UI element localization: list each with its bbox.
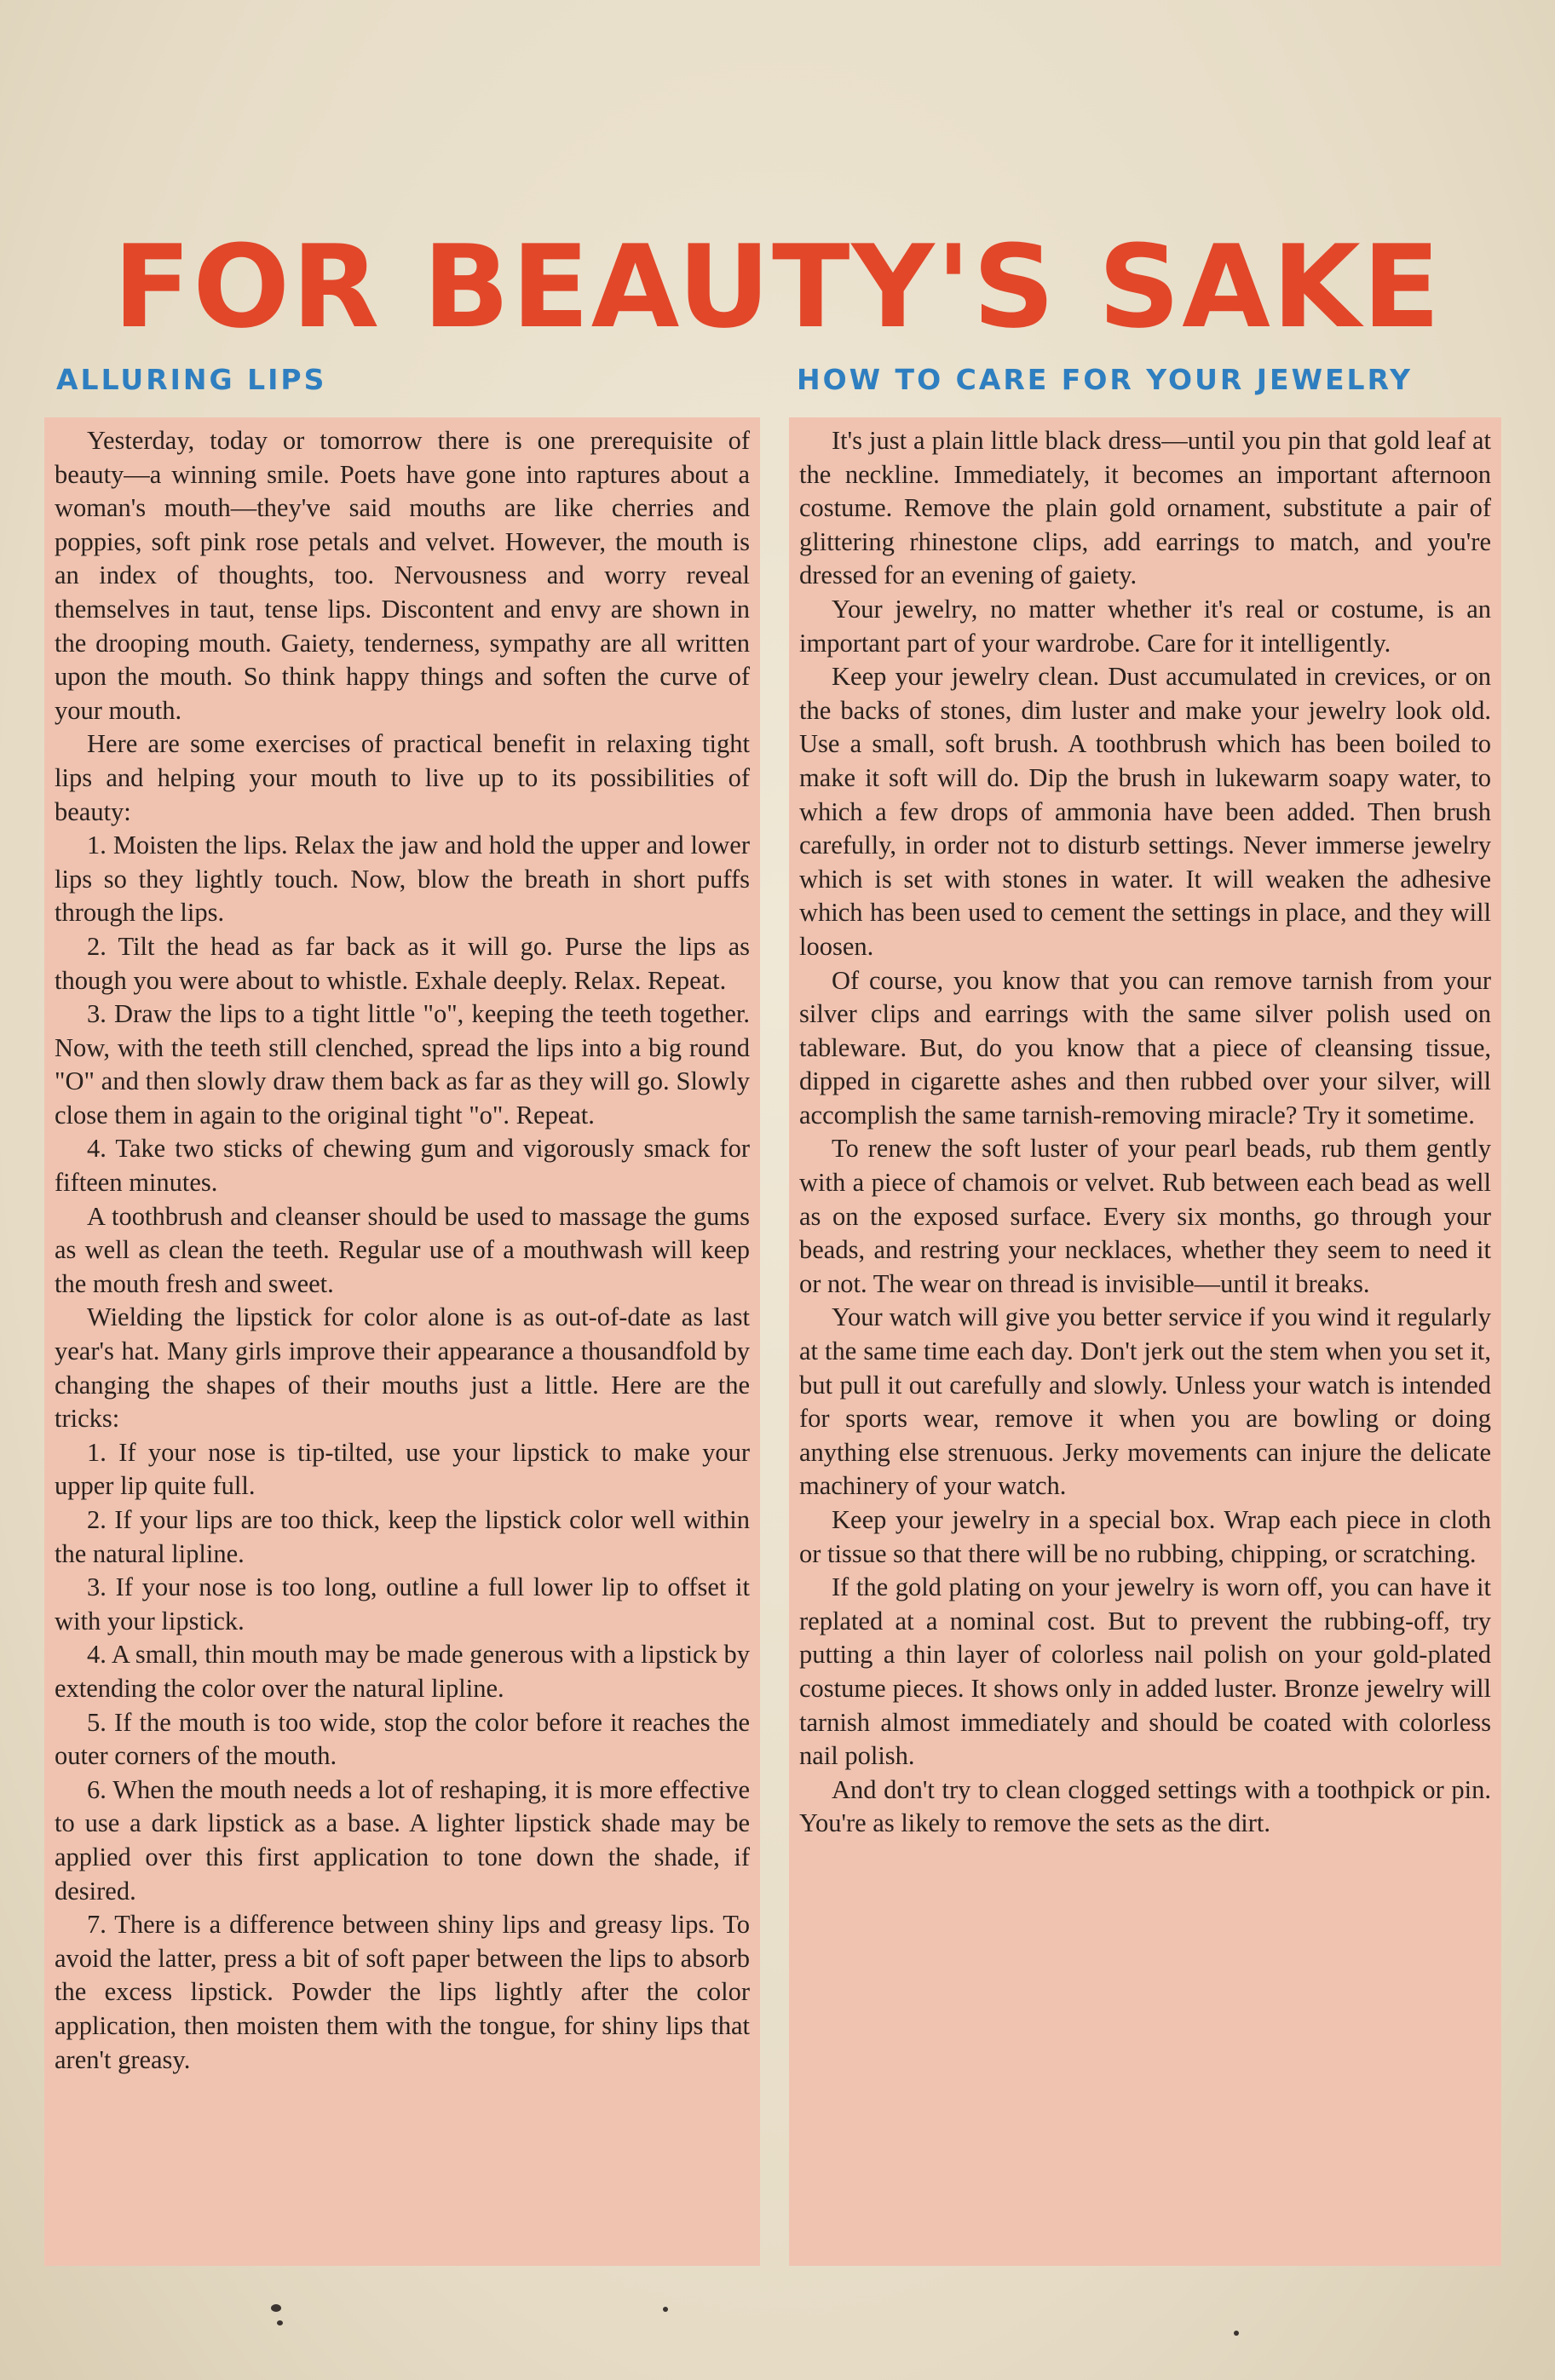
paragraph: 1. If your nose is tip-tilted, use your lipstick to make your upper lip quite full. xyxy=(55,1437,750,1501)
paragraph: Keep your jewelry clean. Dust accumulated in crevices, or on the backs of stones, dim luster and make your jewelry look old. Use a small, soft brush. A toothbrush which has been boiled to make it soft will do. Dip the brush in lukewarm soapy water, to which a few drops of ammonia have been added. Then brush carefully, in order not to disturb settings. Never immerse jewelry which is set with stones in water. It will weaken the adhesive which has been used to cement the settings in place, and they will loosen. xyxy=(799,662,1491,961)
paragraph: To renew the soft luster of your pearl beads, rub them gently with a piece of chamois or velvet. Rub between each bead as well as on the exposed surface. Every six months, go through your beads, and restring your necklaces, whether they seem to need it or not. The wear on thread is invisible—until it breaks. xyxy=(799,1134,1491,1298)
paragraph: Keep your jewelry in a special box. Wrap each piece in cloth or tissue so that there will be no rubbing, chipping, or scratching. xyxy=(799,1505,1491,1568)
paragraph: 4. A small, thin mouth may be made generous with a lipstick by extending the color over the natural lipline. xyxy=(55,1640,750,1703)
paragraph: If the gold plating on your jewelry is worn off, you can have it replated at a nominal cost. But to prevent the rubbing-off, try putting a thin layer of colorless nail polish on your gold-plated costume pieces. It shows only in added luster. Bronze jewelry will tarnish almost immediately and should be coated with colorless nail polish. xyxy=(799,1572,1491,1771)
paragraph: 3. Draw the lips to a tight little "o", keeping the teeth together. Now, with the teeth still clenched, spread the lips into a big round "O" and then slowly draw them back as far as they will go. Slowly close them in again to the original tight "o". Repeat. xyxy=(55,999,750,1130)
paragraph: Wielding the lipstick for color alone is as out-of-date as last year's hat. Many girls improve their appearance a thousandfold by changing the shapes of their mouths just a little. Here are the tricks: xyxy=(55,1302,750,1434)
paragraph: Here are some exercises of practical benefit in relaxing tight lips and helping your mouth to live up to its possibilities of beauty: xyxy=(55,729,750,826)
ink-speck xyxy=(271,2304,281,2312)
paragraph: Your watch will give you better service if you wind it regularly at the same time each day. Don't jerk out the stem when you set it, but pull it out carefully and slowly. Unless your watch is intended for sports wear, remove it when you are bowling or doing anything else strenuous. Jerky movements can injure the delicate machinery of your watch. xyxy=(799,1302,1491,1501)
ink-speck xyxy=(1234,2331,1239,2336)
page-title: FOR BEAUTY'S SAKE xyxy=(112,220,1443,354)
paragraph: 7. There is a difference between shiny lips and greasy lips. To avoid the latter, press a bit of soft paper between the lips to absorb the excess lipstick. Powder the lips lightly after the color application, then moisten them with the tongue, for shiny lips that aren't greasy. xyxy=(55,1910,750,2074)
paragraph: It's just a plain little black dress—until you pin that gold leaf at the neckline. Immediately, it becomes an important afternoon costume. Remove the plain gold ornament, substitute a pair of glittering rhinestone clips, add earrings to match, and you're dressed for an evening of gaiety. xyxy=(799,426,1491,590)
ink-speck xyxy=(277,2320,283,2325)
paragraph: 2. If your lips are too thick, keep the lipstick color well within the natural lipline. xyxy=(55,1505,750,1568)
ink-speck xyxy=(663,2307,668,2312)
paragraph: 1. Moisten the lips. Relax the jaw and hold the upper and lower lips so they lightly touch. Now, blow the breath in short puffs through the lips. xyxy=(55,831,750,928)
jewelry-care-heading: HOW TO CARE FOR YOUR JEWELRY xyxy=(797,363,1414,396)
paragraph: And don't try to clean clogged settings with a toothpick or pin. You're as likely to remove the sets as the dirt. xyxy=(799,1774,1491,1838)
paragraph: 4. Take two sticks of chewing gum and vigorously smack for fifteen minutes. xyxy=(55,1134,750,1198)
alluring-lips-heading: ALLURING LIPS xyxy=(56,363,327,396)
paragraph: Your jewelry, no matter whether it's real or costume, is an important part of your wardrobe. Care for it intelligently. xyxy=(799,594,1491,658)
paragraph: A toothbrush and cleanser should be used to massage the gums as well as clean the teeth. Regular use of a mouthwash will keep the mouth fresh and sweet. xyxy=(55,1201,750,1298)
paragraph: 2. Tilt the head as far back as it will go. Purse the lips as though you were about to whistle. Exhale deeply. Relax. Repeat. xyxy=(55,931,750,995)
print-specks xyxy=(0,2300,1555,2380)
paragraph: Yesterday, today or tomorrow there is one prerequisite of beauty—a winning smile. Poets have gone into raptures about a woman's mouth—they've said mouths are like cherries and poppies, soft pink rose petals and velvet. However, the mouth is an index of thoughts, too. Nervousness and worry reveal themselves in taut, tense lips. Discontent and envy are shown in the drooping mouth. Gaiety, tenderness, sympathy are all written upon the mouth. So think happy things and soften the curve of your mouth. xyxy=(55,426,750,725)
paragraph: 5. If the mouth is too wide, stop the color before it reaches the outer corners of the mouth. xyxy=(55,1707,750,1771)
alluring-lips-column xyxy=(44,417,760,2266)
paragraph: Of course, you know that you can remove tarnish from your silver clips and earrings with the same silver polish used on tableware. But, do you know that a piece of cleansing tissue, dipped in cigarette ashes and then rubbed over your silver, will accomplish the same tarnish-removing miracle? Try it sometime. xyxy=(799,965,1491,1130)
jewelry-care-column xyxy=(789,417,1501,2266)
paragraph: 6. When the mouth needs a lot of reshaping, it is more effective to use a dark lipstick as a base. A lighter lipstick shade may be applied over this first application to tone down the shade, if desired. xyxy=(55,1774,750,1906)
paragraph: 3. If your nose is too long, outline a full lower lip to offset it with your lipstick. xyxy=(55,1572,750,1636)
